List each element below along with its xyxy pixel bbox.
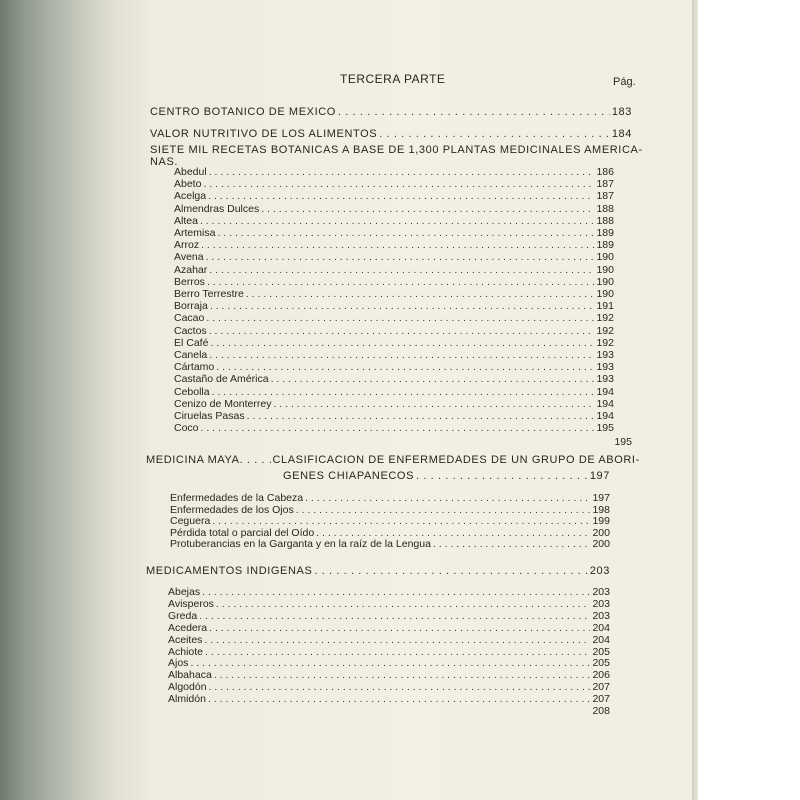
item-page-number: 203 <box>592 609 610 622</box>
item-label: Cártamo <box>174 361 215 374</box>
toc-list-item <box>174 276 614 288</box>
leader-dots <box>209 264 594 276</box>
toc-list-item <box>170 504 610 516</box>
toc-list-item <box>174 264 614 276</box>
item-label: Algodón <box>168 681 207 694</box>
leader-dots <box>273 398 594 410</box>
leader-dots <box>203 178 594 190</box>
leader-dots <box>216 598 591 610</box>
leader-dots <box>246 288 595 300</box>
item-label: Enfermedades de la Cabeza <box>170 492 304 504</box>
item-label: Artemisa <box>174 227 216 239</box>
leader-dots <box>212 386 595 398</box>
toc-list-item <box>174 386 614 398</box>
item-label: Cebolla <box>174 385 210 398</box>
toc-list-item <box>174 203 614 215</box>
toc-list-item <box>174 251 614 263</box>
book-spine-shadow <box>0 0 118 800</box>
item-page-number: 200 <box>592 538 610 550</box>
toc-entry-valor-nutritivo: VALOR NUTRITIVO DE LOS ALIMENTOS . . . 184 <box>150 128 632 140</box>
item-label: Albahaca <box>168 669 212 682</box>
item-page-number: 205 <box>592 657 610 670</box>
toc-list-item <box>170 538 610 550</box>
item-page-number: 186 <box>596 166 614 178</box>
toc-list-item <box>174 325 614 337</box>
section-maya-heading-line1: MEDICINA MAYA. . . . .CLASIFICACION DE ENFERMEDADES DE UN GRUPO DE ABORI- <box>146 454 640 466</box>
toc-list-item <box>174 312 614 324</box>
item-page-number: 203 <box>592 586 610 598</box>
item-page-number: 187 <box>596 190 614 203</box>
item-page-number: 190 <box>596 263 614 276</box>
item-page-number: 193 <box>596 349 614 361</box>
leader-dots <box>204 634 590 646</box>
item-label: Avisperos <box>168 597 214 610</box>
item-page-number: 193 <box>596 373 614 386</box>
item-label: Cenizo de Monterrey <box>174 397 272 410</box>
item-label: Almidón <box>168 693 206 706</box>
item-label: Berros <box>174 275 205 288</box>
leader-dots <box>210 300 595 312</box>
item-label: Azahar <box>174 263 208 276</box>
leader-dots <box>247 410 595 422</box>
page-column-label: Pág. <box>613 76 636 88</box>
leader-dots <box>209 681 591 693</box>
item-page-number: 200 <box>592 526 610 539</box>
toc-list-item <box>168 693 610 705</box>
item-label: Ceguera <box>170 515 211 527</box>
toc-list-item <box>174 288 614 300</box>
leader-dots <box>209 349 594 361</box>
toc-list-item <box>170 492 610 504</box>
leader-dots <box>208 693 591 705</box>
item-page-number: 207 <box>592 693 610 706</box>
item-page-number: 192 <box>596 324 614 337</box>
leader-dots <box>316 527 590 539</box>
item-label: Achiote <box>168 645 204 658</box>
item-label: Avena <box>174 251 204 264</box>
leader-dots <box>296 504 591 516</box>
leader-dots <box>271 373 595 385</box>
leader-dots <box>202 586 590 598</box>
item-label: Coco <box>174 422 199 435</box>
item-page-number: 193 <box>596 361 614 374</box>
item-page-number: 189 <box>596 239 614 252</box>
toc-list-item <box>174 178 614 190</box>
item-page-number: 194 <box>596 397 614 410</box>
item-label: Acedera <box>168 621 208 634</box>
leader-dots <box>201 239 594 251</box>
item-page-number: 199 <box>592 515 610 527</box>
section-maya-heading-line2: GENES CHIAPANECOS . . . 197 <box>283 470 610 482</box>
toc-list-item <box>174 215 614 227</box>
toc-list-item <box>168 610 610 622</box>
toc-list-item <box>174 190 614 202</box>
toc-list-item <box>174 166 614 178</box>
item-label: Pérdida total o parcial del Oído <box>170 526 315 539</box>
section-recetas-heading-line1: SIETE MIL RECETAS BOTANICAS A BASE DE 1,300 PLANTAS MEDICINALES AMERICA- <box>150 144 643 156</box>
item-page-number: 190 <box>596 275 614 288</box>
toc-list-item <box>174 398 614 410</box>
item-page-number: 189 <box>596 227 614 239</box>
leader-dots <box>201 422 595 434</box>
toc-list-item <box>168 634 610 646</box>
background-margin <box>698 0 800 800</box>
item-page-number: 205 <box>592 645 610 658</box>
leader-dots <box>212 515 590 527</box>
page-title: TERCERA PARTE <box>340 72 446 86</box>
item-label: Greda <box>168 609 198 622</box>
item-page-number: 194 <box>596 410 614 422</box>
toc-list-item <box>168 586 610 598</box>
item-page-number: 194 <box>596 385 614 398</box>
item-page-number: 188 <box>596 214 614 227</box>
item-label: Cacao <box>174 312 205 325</box>
item-label: Ciruelas Pasas <box>174 410 245 422</box>
item-label: Protuberancias en la Garganta y en la raíz de la Lengua <box>170 538 431 550</box>
toc-list-item <box>174 227 614 239</box>
item-page-number: 192 <box>596 312 614 325</box>
item-label: El Café <box>174 336 209 349</box>
leader-dots <box>208 190 594 202</box>
toc-list-item <box>170 515 610 527</box>
item-page-number: 187 <box>596 178 614 191</box>
item-page-number: 207 <box>592 681 610 694</box>
toc-list-item <box>174 410 614 422</box>
leader-dots <box>206 312 594 324</box>
leader-dots <box>200 215 595 227</box>
item-label: Enfermedades de los Ojos <box>170 503 294 516</box>
item-page-number: 190 <box>596 288 614 300</box>
leader-dots <box>209 622 590 634</box>
item-label: Canela <box>174 349 208 361</box>
leader-dots <box>214 669 591 681</box>
item-page-number: 190 <box>596 251 614 264</box>
toc-list-item <box>174 337 614 349</box>
item-label: Altea <box>174 214 198 227</box>
item-page-number: 195 <box>596 422 614 435</box>
toc-entry-centro-botanico: CENTRO BOTANICO DE MEXICO . . . 183 <box>150 106 632 118</box>
item-label: Berro Terrestre <box>174 288 244 300</box>
toc-list-item <box>170 527 610 539</box>
leader-dots <box>207 276 595 288</box>
item-label: Abejas <box>168 586 201 598</box>
toc-list-item <box>168 646 610 658</box>
leader-dots <box>199 610 590 622</box>
recetas-trailing-page: 195 <box>614 436 632 448</box>
leader-dots <box>217 227 594 239</box>
toc-list-item <box>174 373 614 385</box>
item-label: Acelga <box>174 190 207 203</box>
item-label: Castaño de América <box>174 373 269 386</box>
item-page-number: 203 <box>592 597 610 610</box>
toc-list-item <box>174 422 614 434</box>
leader-dots <box>216 361 594 373</box>
item-label: Almendras Dulces <box>174 202 260 215</box>
toc-list-item <box>174 349 614 361</box>
leader-dots <box>209 325 595 337</box>
toc-list-item <box>168 681 610 693</box>
item-label: Arroz <box>174 239 200 252</box>
section-indigenas-heading: MEDICAMENTOS INDIGENAS . . . 203 <box>146 565 610 577</box>
item-label: Cactos <box>174 324 207 337</box>
leader-dots <box>305 492 590 504</box>
toc-list-item <box>168 598 610 610</box>
item-label: Abedul <box>174 166 207 178</box>
item-page-number: 191 <box>596 300 614 313</box>
item-label: Abeto <box>174 178 202 191</box>
item-label: Ajos <box>168 657 189 670</box>
toc-list-item <box>174 300 614 312</box>
leader-dots <box>209 166 595 178</box>
section-recetas-heading-line2: NAS. <box>150 156 179 168</box>
leader-dots <box>190 657 590 669</box>
leader-dots <box>210 337 594 349</box>
item-page-number: 204 <box>592 621 610 634</box>
item-page-number: 198 <box>592 503 610 516</box>
toc-list-item <box>168 622 610 634</box>
item-page-number: 206 <box>592 669 610 682</box>
toc-list-item <box>174 361 614 373</box>
item-page-number: 188 <box>596 202 614 215</box>
leader-dots <box>206 251 595 263</box>
item-page-number: 204 <box>592 633 610 646</box>
toc-list-item <box>174 239 614 251</box>
toc-list-item <box>168 657 610 669</box>
item-label: Borraja <box>174 300 208 313</box>
leader-dots <box>261 203 594 215</box>
indigenas-trailing-page: 208 <box>592 705 610 717</box>
leader-dots <box>433 538 591 550</box>
toc-list-item <box>168 669 610 681</box>
leader-dots <box>205 646 590 658</box>
item-label: Aceites <box>168 633 203 646</box>
item-page-number: 192 <box>596 336 614 349</box>
item-page-number: 197 <box>592 492 610 504</box>
